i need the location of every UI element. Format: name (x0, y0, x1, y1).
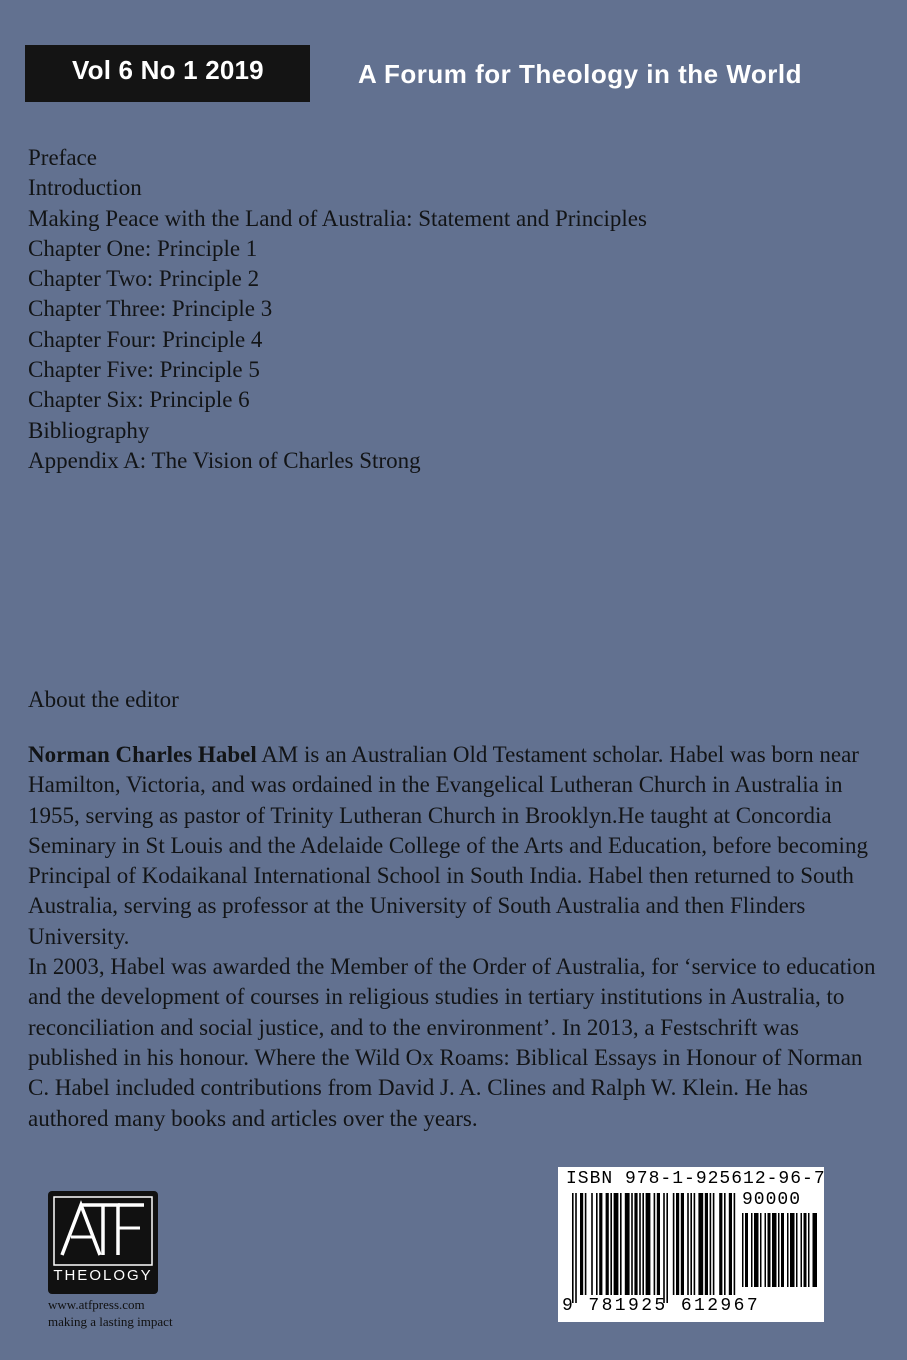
publisher-url[interactable]: www.atfpress.com (48, 1297, 145, 1312)
ean-digits: 9 781925 612967 (562, 1296, 761, 1316)
barcode-addon-number: 90000 (742, 1190, 802, 1210)
table-of-contents (28, 143, 647, 476)
toc-item: Chapter Three: Principle 3 (28, 296, 273, 322)
editor-name: Norman Charles Habel (28, 742, 257, 767)
volume-label-box (25, 45, 310, 102)
toc-item: Bibliography (28, 417, 150, 443)
toc-item: Chapter Two: Principle 2 (28, 266, 260, 292)
atf-theology-logo (48, 1191, 158, 1294)
tagline: A Forum for Theology in the World (358, 59, 803, 89)
bio-paragraph-1 (28, 740, 888, 952)
bio-paragraph-1-text: AM is an Australian Old Testament scholar. Habel was born near Hamilton, Victoria, and was ordained in the Evangelical Lutheran Church in Australia in 1955, serving as pastor of Trinity Lutheran Church in Brooklyn.He taught at Concordia Seminary in St Louis and the Adelaide College of the Arts and Education, before becoming Principal of Kodaikanal International School in South India. Habel then returned to South Australia, serving as professor at the University of South Australia and then Flinders University. (28, 742, 868, 949)
toc-item: Preface (28, 145, 97, 170)
publisher-info (48, 1296, 173, 1330)
toc-item: Chapter Four: Principle 4 (28, 326, 263, 352)
volume-label: Vol 6 No 1 2019 (72, 55, 264, 85)
logo-word: THEOLOGY (53, 1267, 153, 1284)
toc-item: Introduction (28, 175, 142, 201)
toc-item: Chapter One: Principle 1 (28, 235, 258, 261)
barcode-addon-bars (742, 1213, 818, 1295)
editor-bio (28, 740, 888, 1134)
toc-item: Chapter Six: Principle 6 (28, 387, 250, 413)
bio-paragraph-2: In 2003, Habel was awarded the Member of the Order of Australia, for ‘service to education and the development of courses in religious studies in tertiary institutions in Australia, to reconciliation and social justice, and to the environment’. In 2013, a Festschrift was published in his honour. Where the Wild Ox Roams: Biblical Essays in Honour of Norman C. Habel included contributions from David J. A. Clines and Ralph W. Klein. He has authored many books and articles over the years. (28, 954, 876, 1131)
about-heading: About the editor (28, 687, 179, 712)
isbn-barcode (558, 1167, 824, 1322)
publisher-slogan: making a lasting impact (48, 1314, 173, 1329)
toc-item: Making Peace with the Land of Australia: Statement and Principles (28, 205, 647, 231)
atf-logo-icon (48, 1191, 158, 1294)
toc-item: Chapter Five: Principle 5 (28, 357, 260, 383)
isbn-number: ISBN 978-1-925612-96-7 (566, 1169, 826, 1189)
barcode-main-bars (572, 1193, 736, 1303)
toc-item: Appendix A: The Vision of Charles Strong (28, 447, 421, 473)
